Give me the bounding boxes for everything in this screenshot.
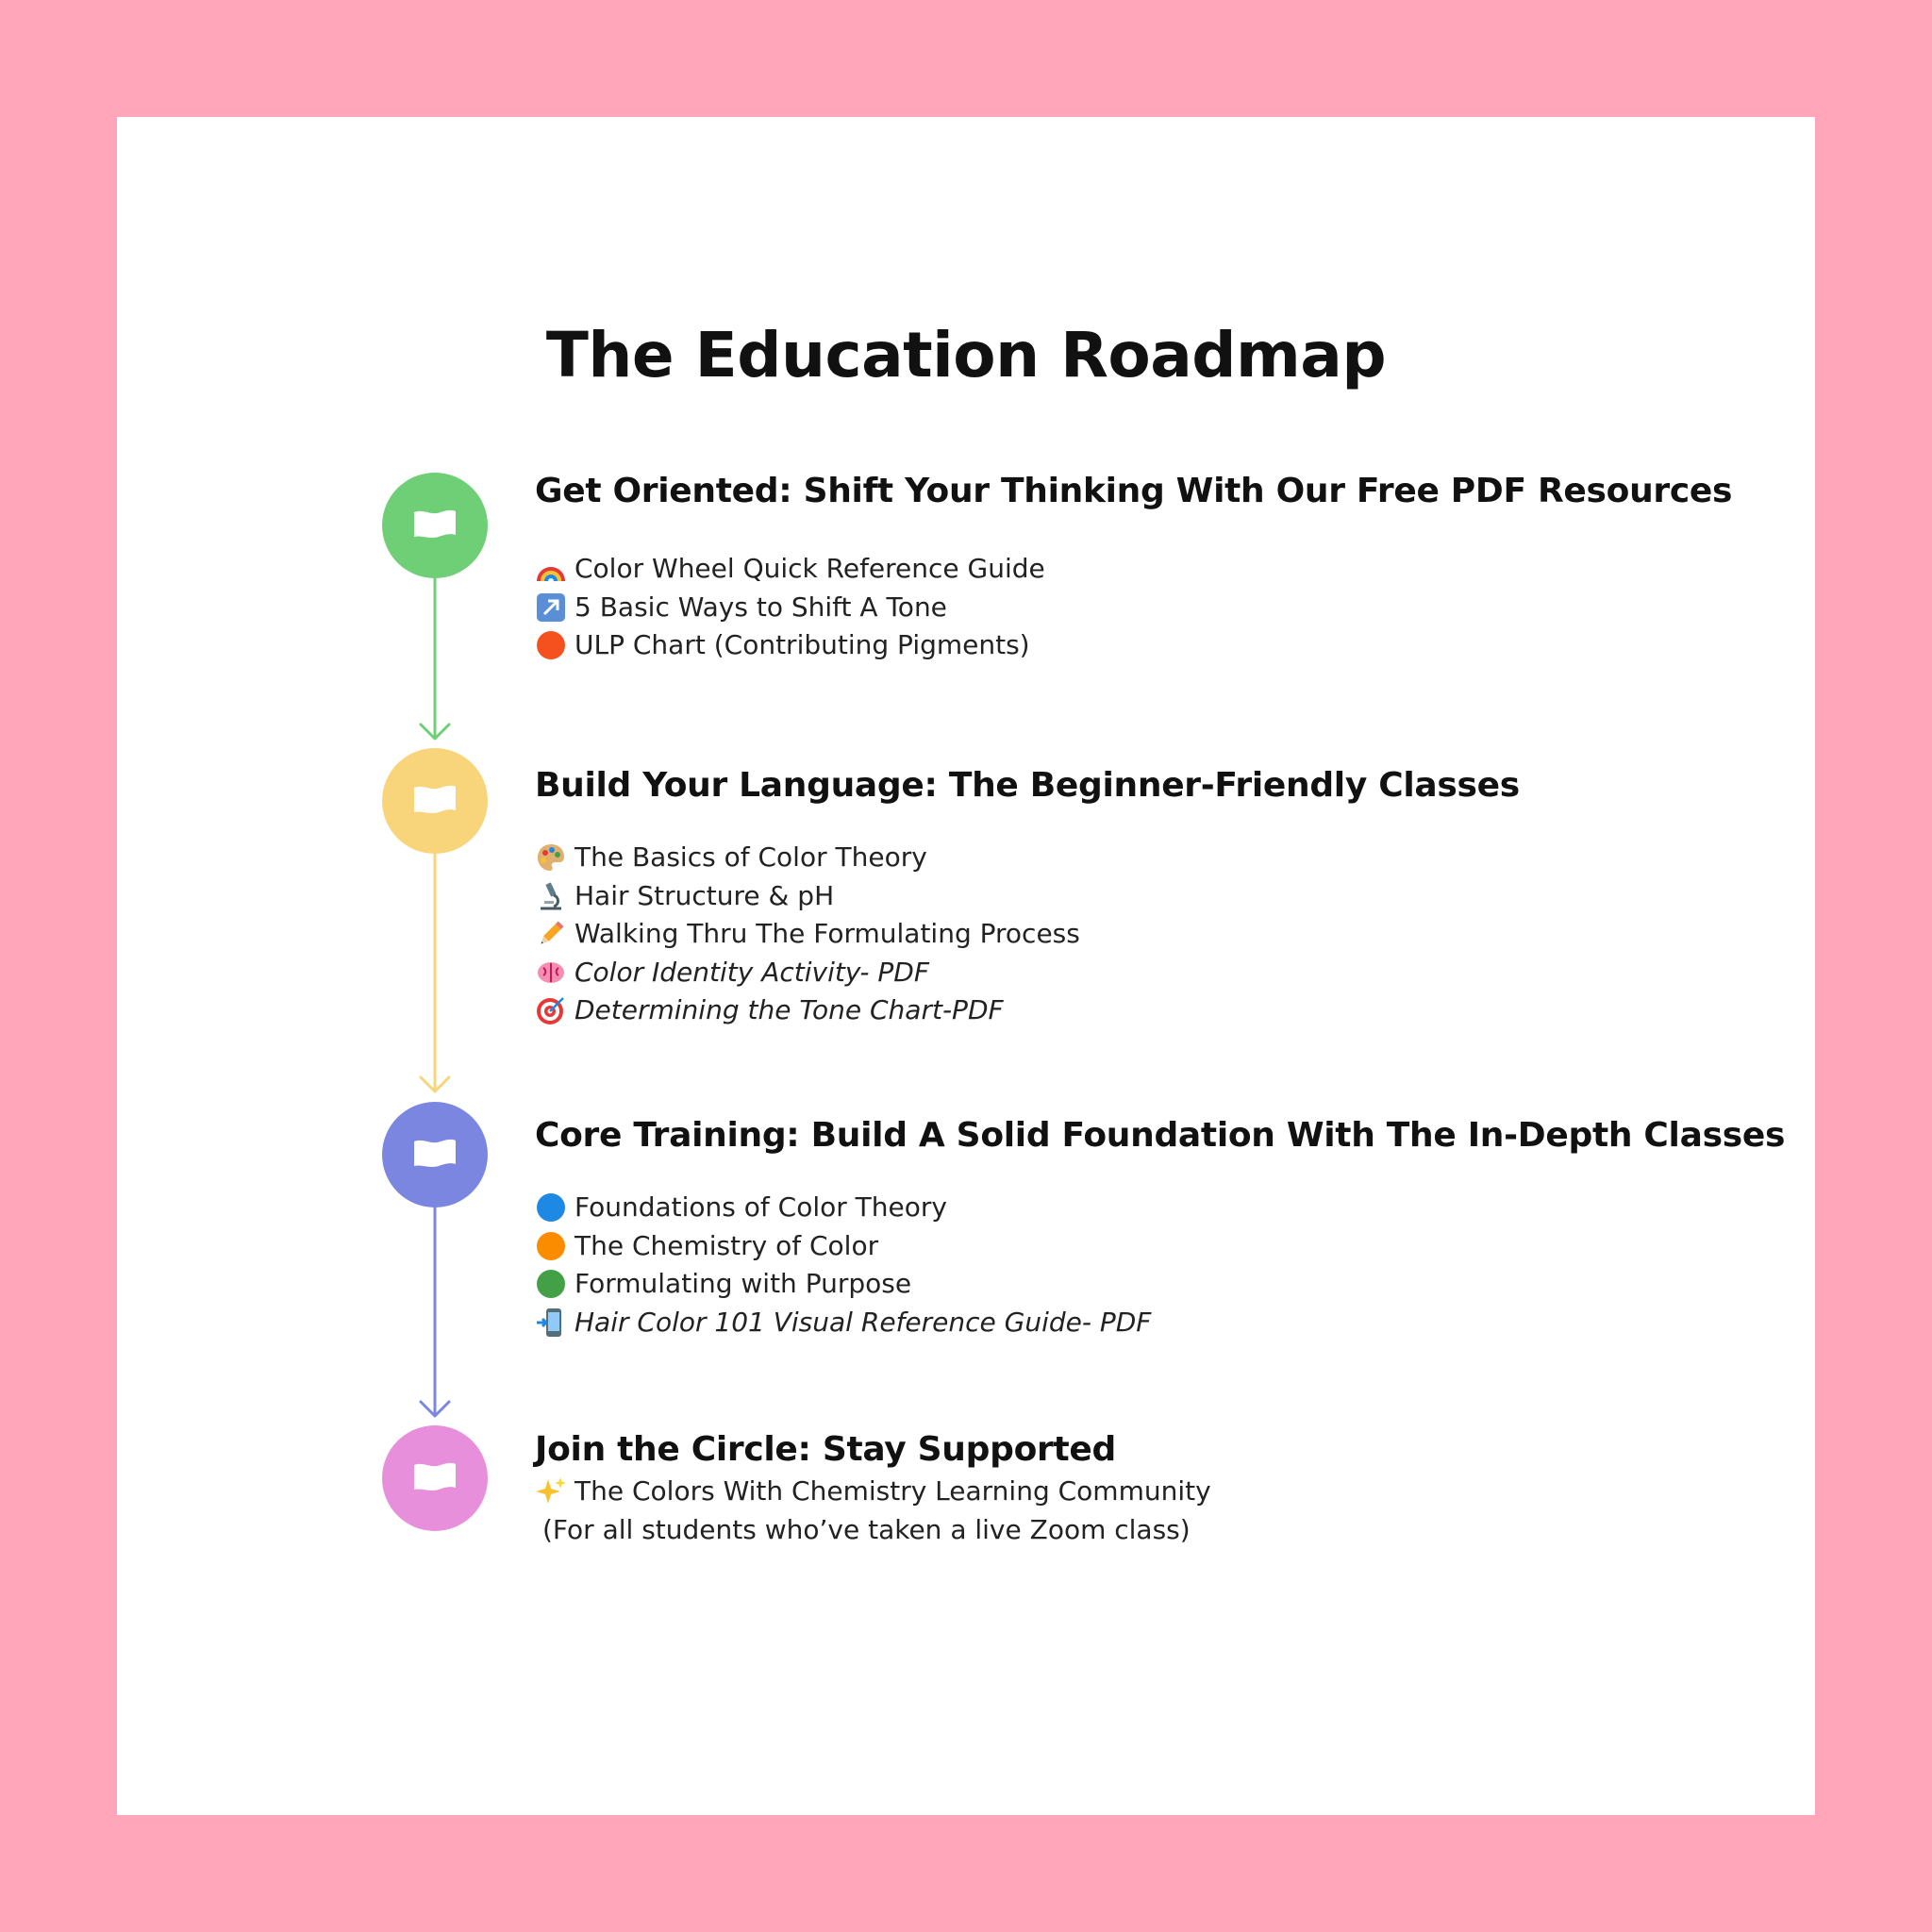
list-item[interactable]: The Colors With Chemistry Learning Community [535, 1473, 1856, 1511]
sparkles-icon [535, 1475, 567, 1507]
flag-icon [407, 497, 463, 554]
stage-2 [535, 766, 1856, 1030]
flag-icon [407, 1450, 463, 1507]
list-item[interactable]: 5 Basic Ways to Shift A Tone [535, 589, 1856, 627]
flag-icon [407, 773, 463, 829]
flag-icon [407, 1126, 463, 1183]
list-item[interactable]: ULP Chart (Contributing Pigments) [535, 626, 1856, 665]
green-circle-icon [535, 1268, 567, 1300]
palette-icon [535, 841, 567, 874]
list-item[interactable]: The Chemistry of Color [535, 1227, 1856, 1266]
rainbow-icon [535, 553, 567, 585]
microscope-icon [535, 880, 567, 912]
stage-4 [535, 1430, 1856, 1549]
list-item[interactable]: Foundations of Color Theory [535, 1189, 1856, 1227]
orange-circle-icon [535, 629, 567, 661]
list-item[interactable]: Color Wheel Quick Reference Guide [535, 550, 1856, 589]
stage-1-node [382, 473, 488, 578]
stage-items [535, 839, 1856, 1030]
list-item[interactable]: The Basics of Color Theory [535, 839, 1856, 877]
stage-title: Core Training: Build A Solid Foundation With The In-Depth Classes [535, 1116, 1786, 1155]
stage-items [535, 550, 1856, 665]
list-item[interactable]: Hair Structure & pH [535, 877, 1856, 916]
arrow-up-right-icon [535, 591, 567, 624]
stage-2-node [382, 748, 488, 854]
stage-items [535, 1473, 1856, 1511]
list-item[interactable]: Determining the Tone Chart-PDF [535, 991, 1856, 1030]
brain-icon [535, 957, 567, 989]
list-item[interactable]: Color Identity Activity- PDF [535, 954, 1856, 992]
stage-note: (For all students who’ve taken a live Zoom class) [542, 1513, 1191, 1545]
stage-4-node [382, 1425, 488, 1531]
blue-circle-icon [535, 1191, 567, 1224]
stage-title: Build Your Language: The Beginner-Friendly Classes [535, 766, 1520, 805]
stage-1 [535, 472, 1856, 665]
stage-3 [535, 1116, 1856, 1341]
stage-title: Join the Circle: Stay Supported [535, 1430, 1116, 1469]
page-title: The Education Roadmap [545, 319, 1387, 391]
list-item[interactable]: Hair Color 101 Visual Reference Guide- PDF [535, 1304, 1856, 1342]
list-item[interactable]: Formulating with Purpose [535, 1265, 1856, 1304]
stage-items [535, 1189, 1856, 1341]
list-item[interactable]: Walking Thru The Formulating Process [535, 915, 1856, 954]
pencil-icon [535, 918, 567, 950]
stage-3-node [382, 1102, 488, 1208]
mobile-arrow-icon [535, 1307, 567, 1339]
stage-title: Get Oriented: Shift Your Thinking With Our Free PDF Resources [535, 472, 1733, 510]
target-icon [535, 994, 567, 1026]
orange-circle-icon [535, 1230, 567, 1262]
